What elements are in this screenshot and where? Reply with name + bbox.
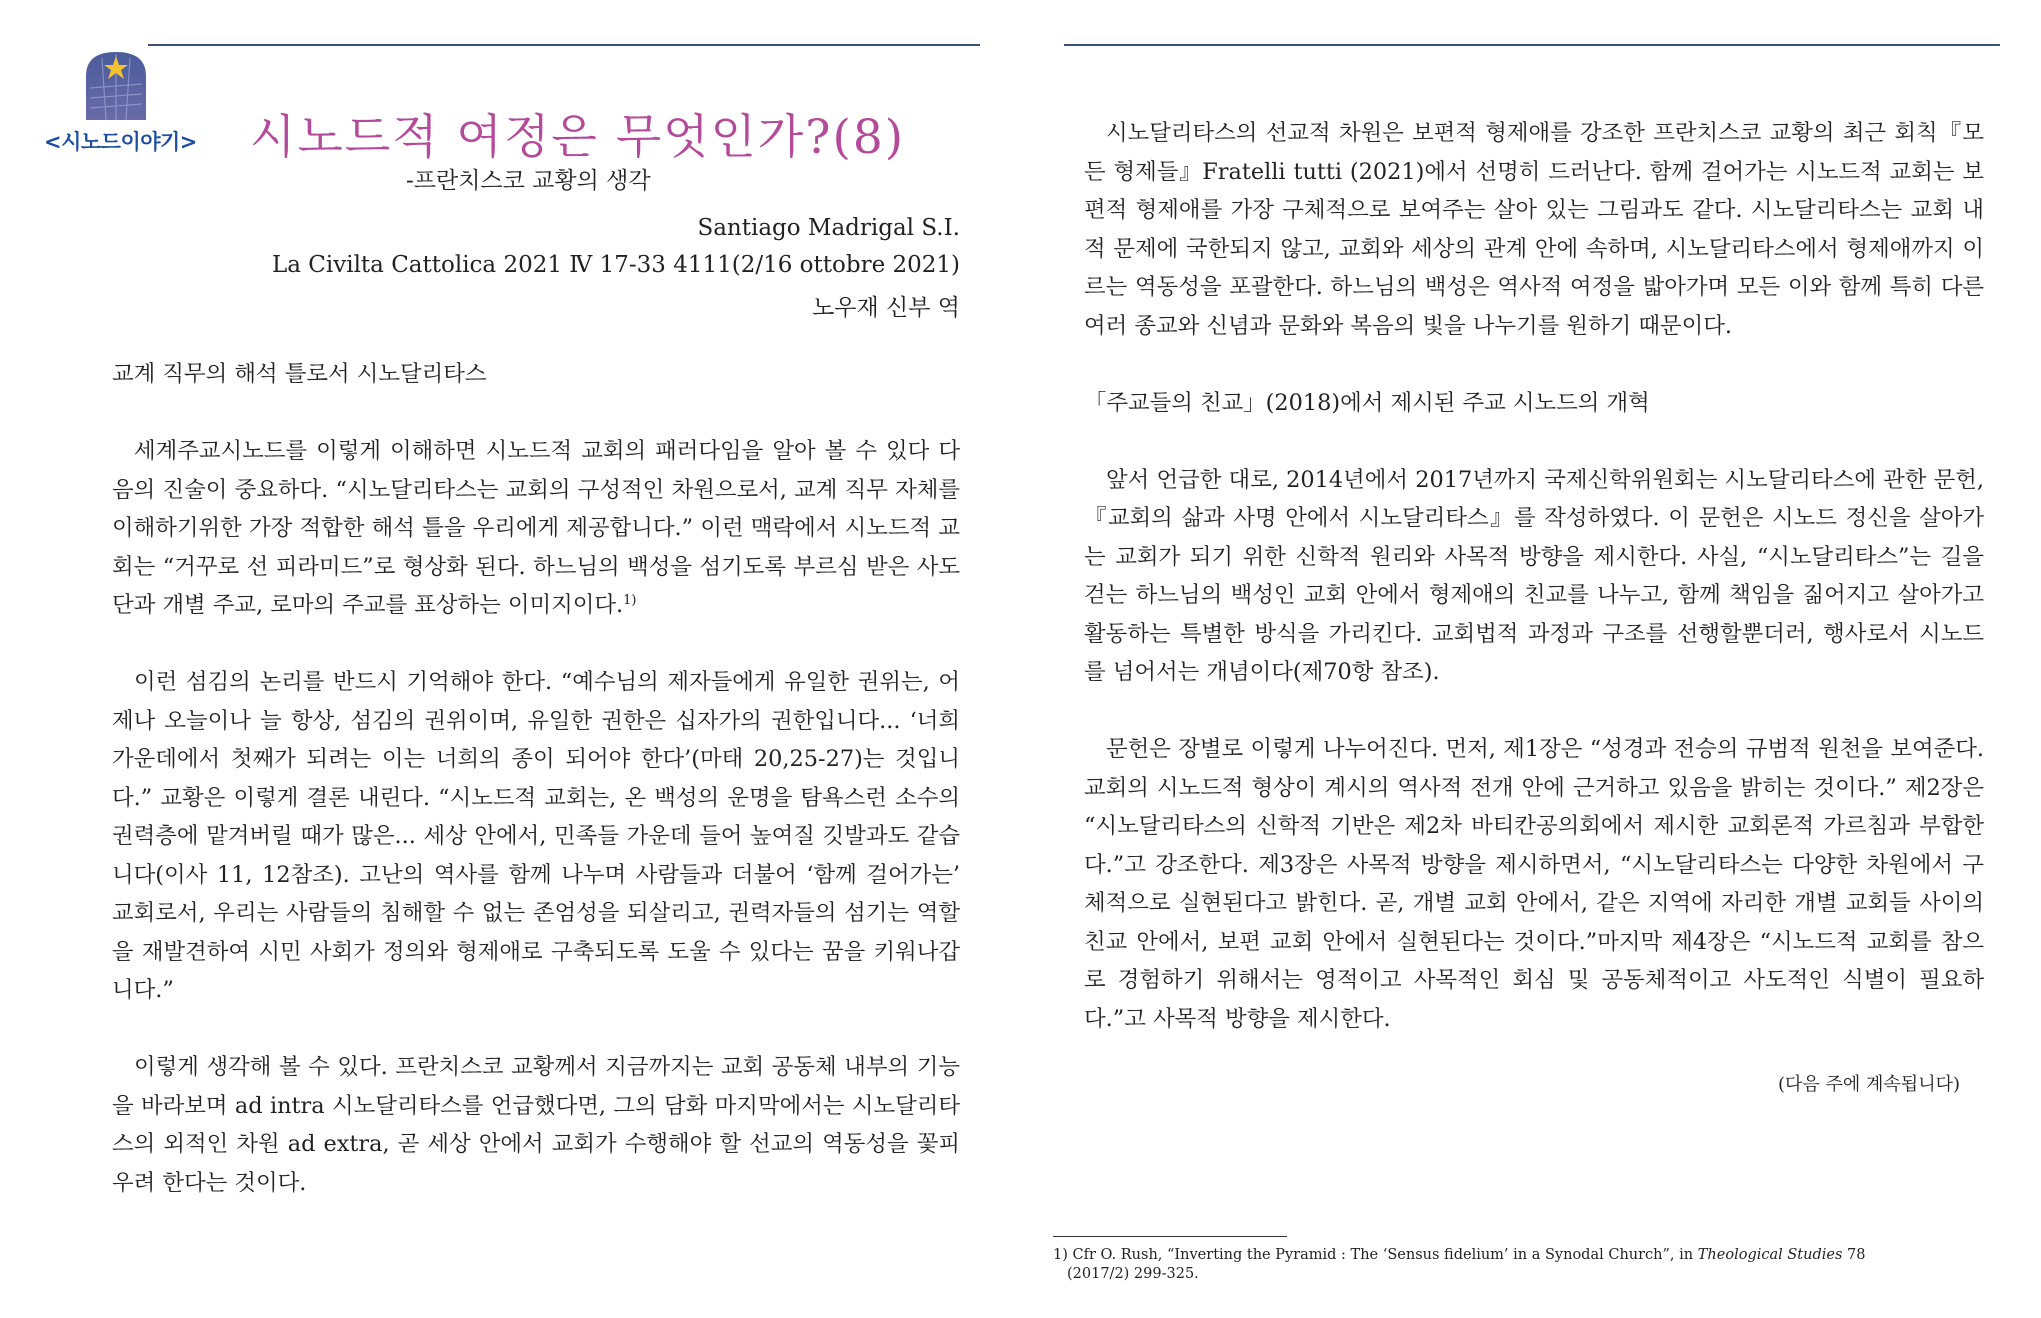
paragraph-left-1 [112, 432, 960, 625]
header-rule-left [148, 44, 980, 46]
paragraph-text: 세계주교시노드를 이렇게 이해하면 시노드적 교회의 패러다임을 알아 볼 수 있다 다음의 진술이 중요하다. “시노달리타스는 교회의 구성적인 차원으로서, 교계 직무 자체를 이해하기위한 가장 적합한 해석 틀을 우리에게 제공합니다.” 이런 맥락에서 시노드적 교회는 “거꾸로 선 피라미드”로 형상화 된다. 하느님의 백성을 섬기도록 부르심 받은 사도단과 개별 주교, 로마의 주교를 표상하는 이미지이다. [112, 438, 960, 618]
section-heading-right: 「주교들의 친교」(2018)에서 제시된 주교 시노드의 개혁 [1084, 389, 1650, 416]
left-column [112, 355, 960, 1202]
footnote [1053, 1246, 2019, 1284]
paragraph-right-1: 시노달리타스의 선교적 차원은 보편적 형제애를 강조한 프란치스코 교황의 최근 회칙『모든 형제들』Fratelli tutti (2021)에서 선명히 드러난다. 함께 걸어가는 시노드적 교회는 보편적 형제애를 가장 구체적으로 보여주는 살아 있는 그림과도 같다. 시노달리타스는 교회 내적 문제에 국한되지 않고, 교회와 세상의 관계 안에 속하며, 시노달리타스에서 형제애까지 이르는 역동성을 포괄한다. 하느님의 백성은 역사적 여정을 밟아가며 모든 이와 함께 특히 다른 여러 종교와 신념과 문화와 복음의 빛을 나누기를 원하기 때문이다. [1084, 120, 1984, 339]
footnote-ref: 1) [623, 593, 637, 608]
footnote-journal-title: Theological Studies [1697, 1247, 1843, 1263]
paragraph-right-2: 앞서 언급한 대로, 2014년에서 2017년까지 국제신학위원회는 시노달리타스에 관한 문헌,『교회의 삶과 사명 안에서 시노달리타스』를 작성하였다. 이 문헌은 시노드 정신을 살아가는 교회가 되기 위한 신학적 원리와 사목적 방향을 제시한다. 사실, “시노달리타스”는 길을 걷는 하느님의 백성인 교회 안에서 형제애의 친교를 나누고, 함께 책임을 짊어지고 살아가고 활동하는 특별한 방식을 가리킨다. 교회법적 과정과 구조를 선행할뿐더러, 행사로서 시노드를 넘어서는 개념이다(제70항 참조). [1084, 466, 1984, 685]
footnote-continuation: (2017/2) 299-325. [1067, 1266, 1199, 1282]
page-title: 시노드적 여정은 무엇인가?(8) [250, 110, 906, 165]
author-line: Santiago Madrigal S.I. [697, 215, 960, 241]
footnote-text: Cfr O. Rush, “Inverting the Pyramid : The ‘Sensus fidelium’ in a Synodal Church”, in [1072, 1247, 1694, 1263]
page-subtitle: -프란치스코 교황의 생각 [406, 168, 651, 194]
footnote-rule [1053, 1236, 1287, 1237]
paragraph-left-3: 이렇게 생각해 볼 수 있다. 프란치스코 교황께서 지금까지는 교회 공동체 내부의 기능을 바라보며 ad intra 시노달리타스를 언급했다면, 그의 담화 마지막에서는 시노달리타스의 외적인 차원 ad extra, 곧 세상 안에서 교회가 수행해야 할 선교의 역동성을 꽃피우려 한다는 것이다. [112, 1054, 960, 1196]
continued-note: (다음 주에 계속됩니다) [1778, 1074, 1960, 1095]
header-rule-right [1064, 44, 2000, 46]
section-heading-left: 교계 직무의 해석 틀로서 시노달리타스 [112, 361, 487, 387]
footnote-volume: 78 [1847, 1247, 1866, 1263]
source-line: La Civilta Cattolica 2021 Ⅳ 17-33 4111(2/16 ottobre 2021) [271, 252, 960, 278]
right-column [1084, 114, 1984, 1038]
translator-line: 노우재 신부 역 [812, 295, 960, 321]
paragraph-right-3: 문헌은 장별로 이렇게 나누어진다. 먼저, 제1장은 “성경과 전승의 규범적 원천을 보여준다. 교회의 시노드적 형상이 계시의 역사적 전개 안에 근거하고 있음을 밝히는 것이다.” 제2장은 “시노달리타스의 신학적 기반은 제2차 바티칸공의회에서 제시한 교회론적 가르침과 부합한다.”고 강조한다. 제3장은 사목적 방향을 제시하면서, “시노달리타스는 다양한 차원에서 구체적으로 실현된다고 밝힌다. 곧, 개별 교회 안에서, 같은 지역에 자리한 개별 교회들 사이의 친교 안에서, 보편 교회 안에서 실현된다는 것이다.”마지막 제4장은 “시노드적 교회를 참으로 경험하기 위해서는 영적이고 사목적인 회심 및 공동체적이고 사도적인 식별이 필요하다.”고 사목적 방향을 제시한다. [1084, 736, 1984, 1032]
synod-logo-icon [82, 48, 150, 122]
footnote-marker: 1) [1053, 1247, 1068, 1263]
paragraph-left-2: 이런 섬김의 논리를 반드시 기억해야 한다. “예수님의 제자들에게 유일한 권위는, 어제나 오늘이나 늘 항상, 섬김의 권위이며, 유일한 권한은 십자가의 권한입니다... ‘너희 가운데에서 첫째가 되려는 이는 너희의 종이 되어야 한다’(마태 20,25-27)는 것입니다.” 교황은 이렇게 결론 내린다. “시노드적 교회는, 온 백성의 운명을 탐욕스런 소수의 권력층에 맡겨버릴 때가 많은... 세상 안에서, 민족들 가운데 들어 높여질 깃발과도 같습니다(이사 11, 12참조). 고난의 역사를 함께 나누며 사람들과 더불어 ‘함께 걸어가는’ 교회로서, 우리는 사람들의 침해할 수 없는 존엄성을 되살리고, 권력자들의 섬기는 역할을 재발견하여 시민 사회가 정의와 형제애로 구축되도록 도울 수 있다는 꿈을 키워나갑니다.” [112, 669, 960, 1003]
logo-caption: <시노드이야기> [44, 130, 197, 154]
